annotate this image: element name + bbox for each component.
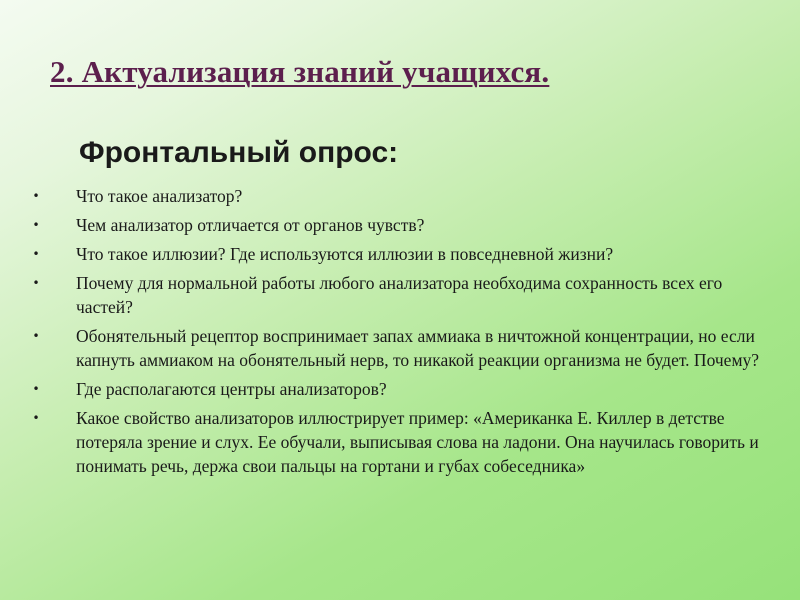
slide-subtitle: Фронтальный опрос:: [79, 136, 399, 169]
bullet-icon: •: [32, 329, 40, 343]
question-item: [30, 377, 770, 401]
question-list: [30, 184, 770, 483]
question-text: Какое свойство анализаторов иллюстрирует пример: «Американка Е. Киллер в детстве потеряла зрение и слух. Ее обучали, выписывая слова на ладони. Она научилась говорить и понимать речь, держа свои пальцы на гортани и губах собеседника»: [76, 408, 759, 476]
bullet-icon: •: [32, 247, 40, 261]
bullet-icon: •: [32, 276, 40, 290]
question-item: [30, 406, 770, 478]
bullet-icon: •: [32, 411, 40, 425]
bullet-icon: •: [32, 189, 40, 203]
question-text: Почему для нормальной работы любого анализатора необходима сохранность всех его частей?: [76, 273, 723, 317]
question-text: Где располагаются центры анализаторов?: [76, 379, 387, 399]
question-text: Чем анализатор отличается от органов чувств?: [76, 215, 425, 235]
question-item: [30, 213, 770, 237]
question-item: [30, 184, 770, 208]
bullet-icon: •: [32, 382, 40, 396]
question-item: [30, 324, 770, 372]
question-text: Обонятельный рецептор воспринимает запах аммиака в ничтожной концентрации, но если капнуть аммиаком на обонятельный нерв, то никакой реакции организма не будет. Почему?: [76, 326, 760, 370]
question-item: [30, 242, 770, 266]
bullet-icon: •: [32, 218, 40, 232]
question-text: Что такое анализатор?: [76, 186, 243, 206]
slide-title: 2. Актуализация знаний учащихся.: [50, 54, 550, 89]
question-text: Что такое иллюзии? Где используются иллюзии в повседневной жизни?: [76, 244, 614, 264]
question-item: [30, 271, 770, 319]
